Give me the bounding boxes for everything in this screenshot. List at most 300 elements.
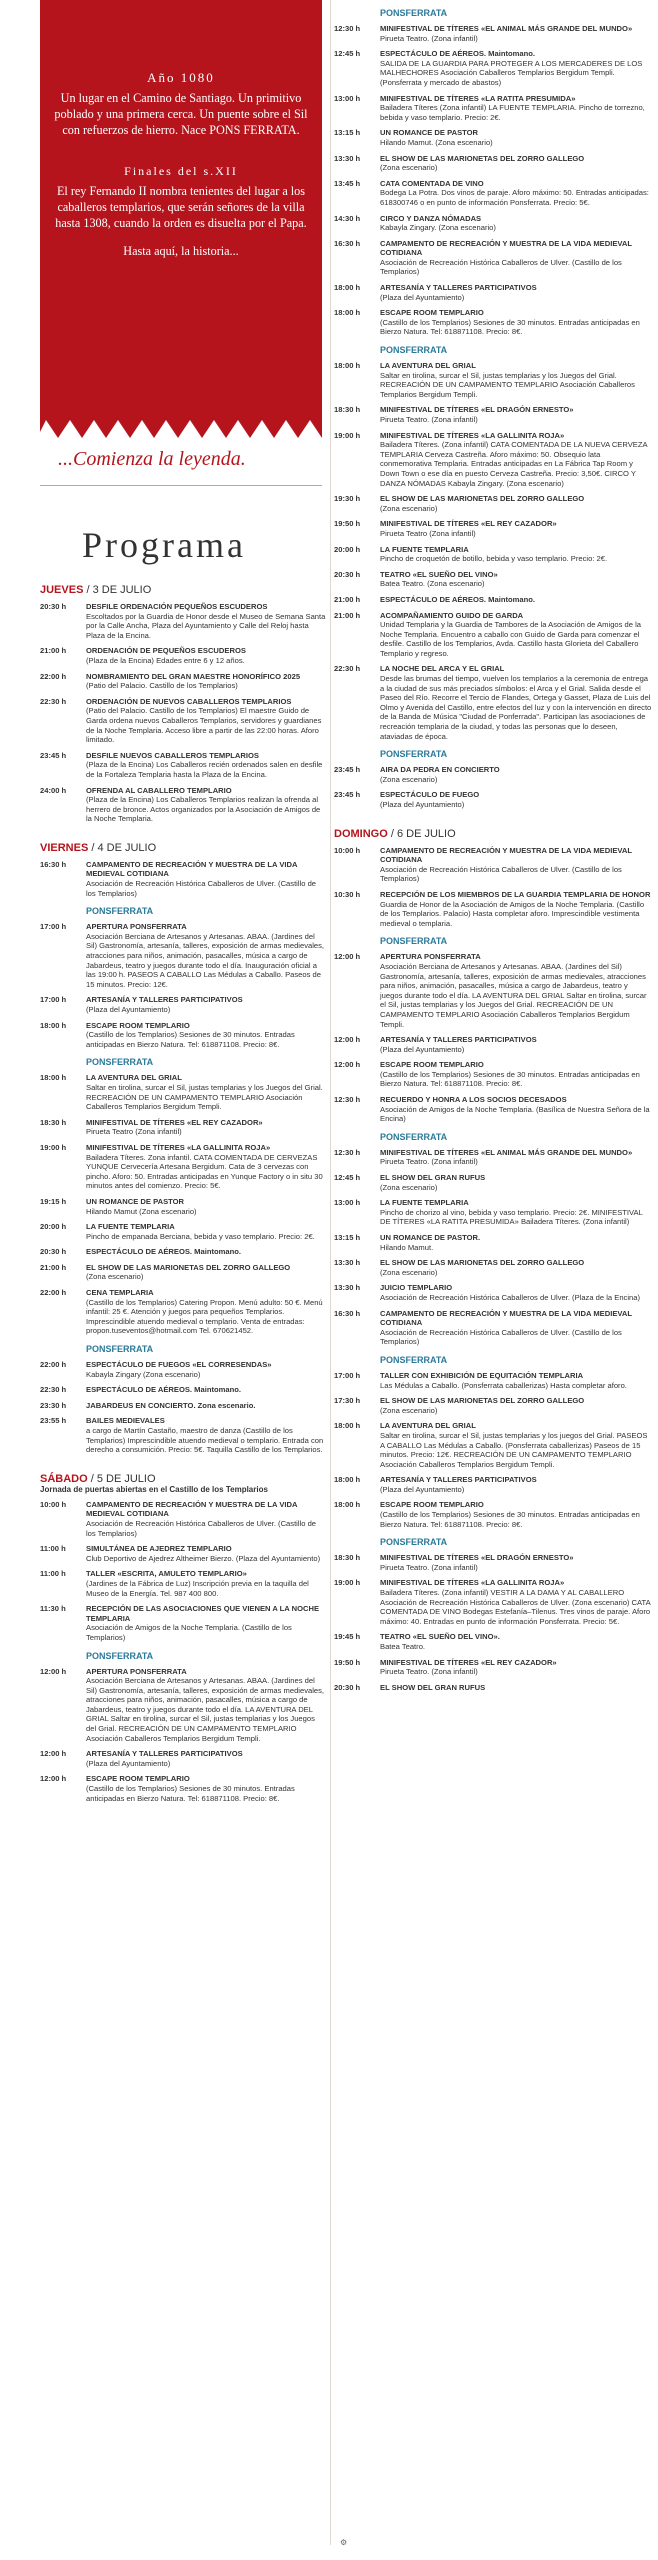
event-details: Asociación Berciana de Artesanos y Artesanas. ABAA. (Jardines del Sil) Gastronomía, artesanía, talleres, exposición de armas medievales, atracciones para niños, animación, pasacalles, música a cargo de Jabardeus, teatro y juegos durante todo el día. Inauguración oficial a las 19:00 h. PASEOS A CABALLO Las Médulas a Caballo. Paseos de 15 minutos. Precio: 12€.: [86, 931, 325, 989]
event-title: CAMPAMENTO DE RECREACIÓN Y MUESTRA DE LA VIDA MEDIEVAL COTIDIANA: [86, 859, 298, 879]
day-heading: [40, 584, 326, 596]
schedule-item: [334, 952, 652, 1029]
schedule-item: [334, 1475, 652, 1494]
event-title: JUICIO TEMPLARIO: [380, 1283, 453, 1293]
schedule-item: [334, 611, 652, 659]
schedule-item: [40, 995, 326, 1014]
event-time: 23:45 h: [334, 765, 361, 775]
event-details: (Zona escenario): [380, 1405, 438, 1415]
event-title: SIMULTÁNEA DE AJEDREZ TEMPLARIO: [86, 1544, 232, 1554]
event-details: Asociación de Recreación Histórica Caballeros de Ulver. (Castillo de los Templarios): [86, 879, 317, 898]
event-details: (Plaza del Ayuntamiento): [86, 1005, 171, 1014]
event-time: 23:45 h: [334, 790, 361, 800]
event-details: Asociación de Recreación Histórica Caballeros de Ulver. (Castillo de los Templarios): [380, 864, 622, 884]
event-title: MINIFESTIVAL DE TÍTERES «EL ANIMAL MÁS GRANDE DEL MUNDO»: [380, 24, 633, 33]
event-details: Pirueta Teatro. (Zona infantil): [380, 1562, 478, 1572]
event-details: Pincho de chorizo al vino, bebida y vaso templario. Precio: 2€. MINIFESTIVAL DE TÍTERES «LA RATITA PRESUMIDA» Bailadera Títeres. (Zona infantil): [380, 1207, 643, 1227]
event-details: Unidad Templaria y la Guardia de Tambores de la Asociación de Amigos de la Noche Templaria. Encuentro a caballo con Guido de Garda para comenzar el desfile. Castillo de los Templarios, Avda. Castillo hasta Glorieta del Caballero Templario y regreso.: [380, 620, 642, 658]
schedule-item: [40, 922, 326, 989]
schedule-item: [334, 1658, 652, 1677]
banner-body: El rey Fernando II nombra tenientes del lugar a los caballeros templarios, que serán señores de la villa hasta 1308, cuando la orden es disuelta por el Papa.: [55, 184, 307, 230]
day-date: / 3 DE JULIO: [86, 584, 152, 596]
event-time: 12:30 h: [334, 1147, 361, 1157]
event-details: a cargo de Martín Castaño, maestro de danza (Castillo de los Templarios) Imprescindible atuendo medieval o templario. Entrada con derecho a consumición. Precio: 5€. Taquilla Castillo de los Templarios.: [86, 1426, 324, 1455]
event-time: 11:30 h: [40, 1604, 66, 1614]
event-time: 21:00 h: [40, 1262, 67, 1272]
schedule-item: [40, 602, 326, 640]
event-details: Kabayla Zingary. (Zona escenario): [380, 223, 496, 233]
tagline: ...Comienza la leyenda.: [58, 448, 246, 470]
event-time: 19:50 h: [334, 1657, 361, 1667]
left-schedule: [0, 584, 326, 1803]
event-time: 12:45 h: [334, 49, 361, 59]
event-time: 19:50 h: [334, 519, 361, 529]
schedule-item: [334, 1095, 652, 1124]
day-date: / 6 DE JULIO: [390, 827, 456, 840]
event-time: 11:00 h: [40, 1569, 66, 1579]
event-time: 12:30 h: [334, 24, 361, 33]
event-title: AIRA DA PEDRA EN CONCIERTO: [380, 765, 500, 775]
day-heading: [334, 828, 652, 840]
event-title: TEATRO «EL SUEÑO DEL VINO»: [380, 569, 498, 579]
event-title: UN ROMANCE DE PASTOR: [380, 128, 479, 138]
event-details: Pirueta Teatro. (Zona infantil): [380, 33, 478, 43]
column-divider: [330, 0, 331, 2545]
event-title: NOMBRAMIENTO DEL GRAN MAESTRE HONORÍFICO 2025: [86, 671, 301, 681]
event-title: APERTURA PONSFERRATA: [86, 1666, 187, 1676]
event-title: LA AVENTURA DEL GRIAL: [380, 361, 476, 371]
event-details: (Plaza del Ayuntamiento): [86, 1758, 171, 1768]
program-title: Programa: [82, 525, 246, 565]
event-details: Club Deportivo de Ajedrez Altheimer Bierzo. (Plaza del Ayuntamiento): [86, 1553, 321, 1563]
event-title: ESPECTÁCULO DE FUEGOS «EL CORRESENDAS»: [86, 1360, 272, 1370]
event-time: 20:00 h: [40, 1222, 67, 1232]
event-time: 18:00 h: [40, 1020, 67, 1030]
schedule-item: [40, 1416, 326, 1454]
event-details: Bodega La Potra. Dos vinos de paraje. Aforo máximo: 50. Entradas anticipadas: 618300746 o en punto de información Ponsferrata. Precio: 5€.: [380, 188, 649, 207]
day-heading: [40, 842, 326, 854]
event-time: 13:45 h: [334, 178, 361, 188]
event-time: 22:00 h: [40, 1360, 67, 1370]
event-time: 13:00 h: [334, 1198, 361, 1208]
event-details: (Castillo de los Templarios) Sesiones de 30 minutos. Entradas anticipadas en Bierzo Natura. Tel: 618871108. Precio: 8€.: [86, 1784, 295, 1803]
schedule-item: [334, 239, 652, 277]
event-title: ESPECTÁCULO DE AÉREOS. Maintomano.: [380, 594, 535, 604]
event-details: (Patio del Palacio. Castillo de los Templarios) El maestre Guido de Garda ordena nuevos Caballeros Templarios, servidores y guardianes de la Noche Templaria. Acceso libre a partir de las 22:00 horas. Aforo limitado.: [86, 706, 322, 745]
schedule-item: [40, 1774, 326, 1803]
schedule-item: [334, 1578, 652, 1626]
day-name: JUEVES: [40, 584, 84, 596]
event-title: DESFILE ORDENACIÓN PEQUEÑOS ESCUDEROS: [86, 602, 268, 611]
event-title: ESCAPE ROOM TEMPLARIO: [380, 1500, 484, 1510]
event-title: MINIFESTIVAL DE TÍTERES «EL REY CAZADOR»: [380, 519, 557, 529]
event-details: (Zona escenario): [86, 1272, 144, 1282]
event-title: UN ROMANCE DE PASTOR: [86, 1196, 185, 1206]
schedule-item: [40, 751, 326, 780]
ponsferrata-label: PONSFERRATA: [86, 1344, 154, 1355]
event-time: 21:00 h: [334, 594, 361, 604]
event-title: ESCAPE ROOM TEMPLARIO: [86, 1774, 190, 1784]
event-details: (Zona escenario): [380, 163, 438, 173]
schedule-item: [334, 1035, 652, 1054]
schedule-item: [334, 1371, 652, 1390]
event-title: BAILES MEDIEVALES: [86, 1416, 165, 1426]
event-title: EL SHOW DE LAS MARIONETAS DEL ZORRO GALLEGO: [86, 1262, 291, 1272]
day-heading: [40, 1473, 326, 1485]
event-time: 18:30 h: [40, 1117, 67, 1127]
page-corner-mark: ⚙: [340, 2538, 348, 2547]
event-time: 18:00 h: [334, 1500, 361, 1510]
event-time: 13:15 h: [334, 128, 361, 138]
event-title: LA FUENTE TEMPLARIA: [380, 544, 469, 554]
event-title: LA NOCHE DEL ARCA Y EL GRIAL: [380, 664, 505, 674]
event-time: 12:00 h: [334, 952, 361, 962]
schedule-item: [334, 846, 652, 884]
event-details: Batea Teatro. (Zona escenario): [380, 579, 485, 589]
event-time: 24:00 h: [40, 785, 67, 795]
schedule-item: [40, 1569, 326, 1598]
event-title: UN ROMANCE DE PASTOR.: [380, 1233, 481, 1242]
schedule-item: [334, 1148, 652, 1167]
schedule-item: [40, 1143, 326, 1191]
event-details: (Plaza del Ayuntamiento): [380, 1484, 465, 1494]
schedule-item: [40, 1118, 326, 1137]
event-time: 18:00 h: [334, 361, 361, 371]
schedule-item: [334, 49, 652, 87]
day-subtitle: Jornada de puertas abiertas en el Castillo de los Templarios: [40, 1484, 268, 1494]
event-time: 19:15 h: [40, 1196, 67, 1206]
schedule-item: [334, 765, 652, 784]
schedule-item: [334, 283, 652, 302]
event-details: (Plaza de la Encina) Los Caballeros Templarios realizan la ofrenda al herrero de bronce. Actos organizados por la Asociación de Amigos de la Noche Templaria.: [86, 795, 321, 824]
event-title: EL SHOW DE LAS MARIONETAS DEL ZORRO GALLEGO: [380, 1396, 585, 1406]
schedule-item: [40, 1197, 326, 1216]
schedule-item: [40, 1288, 326, 1336]
event-title: ARTESANÍA Y TALLERES PARTICIPATIVOS: [86, 1749, 243, 1759]
event-time: 12:00 h: [40, 1774, 67, 1784]
event-details: (Castillo de los Templarios) Sesiones de 30 minutos. Entradas anticipadas en Bierzo Natura. Tel: 618871108. Precio: 8€.: [380, 317, 640, 337]
event-time: 12:00 h: [334, 1035, 361, 1045]
event-details: Kabayla Zingary (Zona escenario): [86, 1369, 201, 1379]
event-title: MINIFESTIVAL DE TÍTERES «EL REY CAZADOR»: [380, 1657, 557, 1667]
event-title: CATA COMENTADA DE VINO: [380, 178, 484, 188]
event-time: 11:00 h: [40, 1544, 66, 1554]
event-title: ESCAPE ROOM TEMPLARIO: [86, 1020, 190, 1030]
event-details: Hilando Mamut (Zona escenario): [86, 1206, 197, 1216]
schedule-item: [40, 1500, 326, 1538]
event-details: Saltar en tirolina, surcar el Sil, justas templarias y los Juegos del Grial. RECREACIÓN DE UN CAMPAMENTO TEMPLARIO Asociación Caballeros Templarios Bergidum Templi.: [380, 370, 635, 399]
event-time: 19:45 h: [334, 1632, 361, 1642]
schedule-item: [334, 1258, 652, 1277]
event-details: Batea Teatro.: [380, 1642, 426, 1651]
event-time: 20:00 h: [334, 544, 361, 554]
schedule-item: [40, 1401, 326, 1411]
schedule-item: [334, 1198, 652, 1227]
event-details: (Patio del Palacio. Castillo de los Templarios): [86, 681, 238, 691]
schedule-item: [334, 664, 652, 741]
event-details: (Plaza del Ayuntamiento): [380, 800, 465, 809]
schedule-item: [334, 1421, 652, 1469]
event-time: 22:30 h: [334, 664, 361, 674]
event-time: 23:55 h: [40, 1416, 67, 1426]
schedule-item: [334, 1683, 652, 1693]
event-details: Pincho de empanada Berciana, bebida y vaso templario. Precio: 2€.: [86, 1231, 315, 1241]
schedule-item: [334, 214, 652, 233]
event-time: 12:45 h: [334, 1173, 361, 1183]
event-details: (Plaza del Ayuntamiento): [380, 292, 465, 302]
event-time: 19:30 h: [334, 494, 361, 504]
schedule-item: [334, 890, 652, 928]
event-time: 18:00 h: [334, 308, 361, 318]
event-time: 13:00 h: [334, 93, 361, 103]
schedule-item: [334, 1500, 652, 1529]
event-title: MINIFESTIVAL DE TÍTERES «LA GALLINITA ROJA»: [380, 430, 565, 440]
ponsferrata-label: PONSFERRATA: [86, 1057, 154, 1068]
event-details: SALIDA DE LA GUARDIA PARA PROTEGER A LOS MERCADERES DE LOS MALHECHORES Asociación Caballeros Templarios Bergidum Templi. (Ponsferrata y mercado de abastos): [380, 58, 643, 87]
right-column: [334, 0, 652, 1692]
event-details: (Zona escenario): [380, 774, 438, 784]
event-title: CAMPAMENTO DE RECREACIÓN Y MUESTRA DE LA VIDA MEDIEVAL COTIDIANA: [380, 1308, 632, 1328]
event-title: CIRCO Y DANZA NÓMADAS: [380, 213, 482, 223]
event-details: Saltar en tirolina, surcar el Sil, justas templarias y los juegos del Grial. PASEOS A CABALLO Las Médulas a Caballo. (Ponsferrata caballerizas) Paseos de 15 minutos. Precio: 12€. RECREACIÓN DE UN CAMPAMENTO TEMPLARIO Asociación Caballeros Templarios Bergidum Templi.: [380, 1430, 648, 1469]
event-details: Pirueta Teatro (Zona infantil): [380, 528, 476, 538]
event-time: 16:30 h: [40, 859, 67, 869]
schedule-item: [334, 431, 652, 489]
event-title: RECUERDO Y HONRA A LOS SOCIOS DECESADOS: [380, 1095, 567, 1105]
schedule-item: [40, 860, 326, 898]
schedule-item: [40, 697, 326, 745]
event-time: 12:00 h: [40, 1749, 67, 1759]
event-time: 22:00 h: [40, 671, 67, 681]
event-title: EL SHOW DE LAS MARIONETAS DEL ZORRO GALLEGO: [380, 153, 585, 163]
event-details: Bailadera Títeres (Zona infantil) LA FUENTE TEMPLARIA. Pincho de torrezno, bebida y vaso templario. Precio: 2€.: [380, 103, 645, 122]
event-time: 13:30 h: [334, 1258, 361, 1268]
event-title: CAMPAMENTO DE RECREACIÓN Y MUESTRA DE LA VIDA MEDIEVAL COTIDIANA: [380, 845, 632, 865]
event-time: 12:30 h: [334, 1095, 361, 1105]
schedule-item: [334, 154, 652, 173]
schedule-item: [334, 1173, 652, 1192]
event-title: RECEPCIÓN DE LOS MIEMBROS DE LA GUARDIA TEMPLARIA DE HONOR: [380, 889, 651, 899]
event-details: Bailadera Títeres. Zona infantil. CATA COMENTADA DE CERVEZAS YUNQUE Cervecería Artesana Bergidum. Cata de 3 cervezas con pincho. Aforo: 50. Entradas anticipadas en Yunque Factory o in situ 30 minutos antes del comienzo. Precio: 5€.: [86, 1152, 323, 1191]
event-details: Pirueta Teatro. (Zona infantil): [380, 415, 478, 424]
event-details: Las Médulas a Caballo. (Ponsferrata caballerizas) Hasta completar aforo.: [380, 1380, 627, 1390]
day-name: VIERNES: [40, 841, 89, 854]
schedule-item: [334, 179, 652, 208]
schedule-item: [40, 1360, 326, 1379]
schedule-item: [40, 1073, 326, 1111]
event-time: 17:00 h: [334, 1370, 361, 1380]
ponsferrata-label: PONSFERRATA: [380, 1537, 448, 1548]
banner-year: Año 1080: [147, 70, 215, 85]
schedule-item: [40, 1604, 326, 1642]
event-details: Desde las brumas del tiempo, vuelven los templarios a la ceremonia de entrega a la ciudad de sus más preciados símbolos: el Arca y el Grial. Salida desde el Paseo del Río. Recorre el Tercio de Flandes, Ortega y Gasset, Plaza de Luis del Olmo y Avenida del Castillo, entre efectos del luz y con la intervención en directo de la Banda de Música "Ciudad de Ponferrada". Participan las asociaciones de recreación templaria de la ciudad, y todas las personas que lo deseen, ataviadas de época.: [380, 674, 652, 741]
event-details: Hilando Mamut. (Zona escenario): [380, 137, 493, 147]
event-title: EL SHOW DE LAS MARIONETAS DEL ZORRO GALLEGO: [380, 494, 585, 504]
event-time: 23:30 h: [40, 1400, 67, 1410]
event-time: 10:30 h: [334, 889, 361, 899]
event-details: Asociación de Amigos de la Noche Templaria. (Basílica de Nuestra Señora de la Encina): [380, 1104, 650, 1124]
schedule-item: [334, 570, 652, 589]
event-title: ESPECTÁCULO DE AÉREOS. Maintomano.: [86, 1385, 241, 1395]
event-time: 18:30 h: [334, 405, 361, 415]
event-time: 19:00 h: [40, 1142, 67, 1152]
event-time: 18:00 h: [40, 1073, 67, 1083]
history-banner: [40, 0, 322, 420]
event-details: (Castillo de los Templarios) Sesiones de 30 minutos. Entradas anticipadas en Bierzo Natura. Tel: 618871108. Precio: 8€.: [380, 1069, 640, 1089]
event-time: 21:00 h: [334, 610, 361, 620]
event-time: 16:30 h: [334, 1308, 361, 1318]
schedule-item: [334, 545, 652, 564]
event-details: (Castillo de los Templarios) Sesiones de 30 minutos. Entradas anticipadas en Bierzo Natura. Tel: 618871108. Precio: 8€.: [86, 1030, 295, 1049]
event-time: 20:30 h: [334, 1682, 361, 1692]
event-title: ACOMPAÑAMIENTO GUIDO DE GARDA: [380, 610, 524, 620]
schedule-item: [334, 405, 652, 424]
event-title: MINIFESTIVAL DE TÍTERES «EL DRAGÓN ERNESTO»: [380, 405, 574, 415]
event-details: (Plaza del Ayuntamiento): [380, 1044, 465, 1054]
event-title: LA FUENTE TEMPLARIA: [86, 1222, 175, 1232]
event-details: (Plaza de la Encina) Edades entre 6 y 12 años.: [86, 655, 245, 665]
schedule-item: [334, 790, 652, 809]
event-title: LA AVENTURA DEL GRIAL: [86, 1073, 182, 1083]
schedule-item: [40, 1222, 326, 1241]
event-details: (Castillo de los Templarios) Sesiones de 30 minutos. Entradas anticipadas en Bierzo Natura. Tel: 618871108. Precio: 8€.: [380, 1510, 640, 1529]
schedule-item: [334, 519, 652, 538]
event-time: 13:30 h: [334, 1283, 361, 1293]
event-title: ESPECTÁCULO DE FUEGO: [380, 790, 480, 800]
event-time: 18:30 h: [334, 1553, 361, 1563]
event-details: Saltar en tirolina, surcar el Sil, justas templarias y los Juegos del Grial. RECREACIÓN DE UN CAMPAMENTO TEMPLARIO Asociación Caballeros Templarios Bergidum Templi.: [86, 1082, 323, 1112]
schedule-item: [40, 786, 326, 824]
event-title: LA AVENTURA DEL GRIAL: [380, 1421, 476, 1431]
event-title: MINIFESTIVAL DE TÍTERES «LA GALLINITA ROJA»: [380, 1578, 565, 1588]
banner-zigzag: [40, 418, 322, 438]
event-time: 18:00 h: [334, 1475, 361, 1485]
event-time: 17:00 h: [40, 995, 67, 1005]
event-details: Asociación de Recreación Histórica Caballeros de Ulver. (Castillo de los Templarios): [380, 1327, 622, 1347]
event-details: Escoltados por la Guardia de Honor desde el Museo de Semana Santa por la Calle Ancha, Plaza del Ayuntamiento y Calle del Reloj hasta Plaza de la Encina.: [86, 611, 326, 640]
event-time: 12:00 h: [334, 1060, 361, 1070]
event-title: EL SHOW DE LAS MARIONETAS DEL ZORRO GALLEGO: [380, 1258, 585, 1268]
event-title: LA FUENTE TEMPLARIA: [380, 1198, 469, 1208]
event-title: MINIFESTIVAL DE TÍTERES «LA RATITA PRESUMIDA»: [380, 93, 576, 103]
event-title: ARTESANÍA Y TALLERES PARTICIPATIVOS: [380, 1035, 537, 1045]
event-details: (Castillo de los Templarios) Catering Propon. Menú adulto: 50 €. Menú infantil: 25 €. Atención y juegos para pequeños Templarios. Imprescindible atuendo medieval o templario. Venta de entradas: propon.tuseventos@hotmail.com Tel. 670621452.: [86, 1297, 323, 1336]
event-title: EL SHOW DEL GRAN RUFUS: [380, 1682, 486, 1692]
schedule-item: [40, 646, 326, 665]
schedule-item: [334, 1060, 652, 1089]
event-details: Hilando Mamut.: [380, 1242, 434, 1252]
ponsferrata-label: PONSFERRATA: [380, 345, 448, 356]
event-title: MINIFESTIVAL DE TÍTERES «LA GALLINITA ROJA»: [86, 1142, 271, 1152]
event-time: 13:15 h: [334, 1233, 361, 1242]
schedule-item: [40, 1247, 326, 1257]
tagline-rule: [40, 485, 322, 486]
event-details: (Zona escenario): [380, 1267, 438, 1277]
ponsferrata-label: PONSFERRATA: [380, 749, 448, 760]
event-time: 14:30 h: [334, 213, 361, 223]
event-time: 22:30 h: [40, 696, 67, 706]
event-title: MINIFESTIVAL DE TÍTERES «EL DRAGÓN ERNESTO»: [380, 1553, 574, 1563]
event-title: CAMPAMENTO DE RECREACIÓN Y MUESTRA DE LA VIDA MEDIEVAL COTIDIANA: [380, 238, 632, 258]
event-time: 22:30 h: [40, 1385, 67, 1395]
schedule-item: [334, 494, 652, 513]
event-time: 13:30 h: [334, 153, 361, 163]
event-time: 17:30 h: [334, 1396, 361, 1406]
event-title: ESPECTÁCULO DE AÉREOS. Maintomano.: [86, 1247, 241, 1257]
event-time: 18:00 h: [334, 1421, 361, 1431]
schedule-item: [334, 1309, 652, 1347]
event-title: ORDENACIÓN DE NUEVOS CABALLEROS TEMPLARIOS: [86, 696, 292, 706]
event-time: 23:45 h: [40, 750, 67, 760]
event-title: TALLER CON EXHIBICIÓN DE EQUITACIÓN TEMPLARIA: [380, 1370, 584, 1380]
event-details: (Plaza de la Encina) Los Caballeros recién ordenados salen en desfile de la Fortaleza Templaria hasta la Plaza de la Encina.: [86, 760, 323, 779]
event-details: (Zona escenario): [380, 1182, 438, 1192]
event-details: Asociación de Recreación Histórica Caballeros de Ulver. (Castillo de los Templarios): [86, 1518, 317, 1538]
banner-intro: Un lugar en el Camino de Santiago. Un primitivo poblado y una primera cerca. Un puente sobre el Sil con refuerzos de hierro. Nace PONS FERRATA.: [54, 91, 308, 137]
event-details: Bailadera Títeres. (Zona infantil) VESTIR A LA DAMA Y AL CABALLERO Asociación de Recreación Histórica Caballeros de Ulver. (Zona escenario) CATA COMENTADA DE VINO Bodegas Estefanía–Tilenus. Tres vinos de paraje. Aforo máximo: 40. Entradas en punto de información Ponsferrata. Precio: 5€.: [380, 1588, 651, 1626]
schedule-item: [334, 595, 652, 605]
event-details: Asociación de Recreación Histórica Caballeros de Ulver. (Castillo de los Templarios): [380, 257, 622, 277]
schedule-item: [40, 1749, 326, 1768]
schedule-item: [40, 1021, 326, 1050]
schedule-item: [334, 1233, 652, 1252]
event-time: 20:30 h: [40, 1247, 67, 1257]
event-title: DESFILE NUEVOS CABALLEROS TEMPLARIOS: [86, 750, 259, 760]
event-title: TEATRO «EL SUEÑO DEL VINO».: [380, 1632, 500, 1642]
event-time: 10:00 h: [334, 845, 361, 855]
event-title: ARTESANÍA Y TALLERES PARTICIPATIVOS: [86, 995, 243, 1005]
event-title: ORDENACIÓN DE PEQUEÑOS ESCUDEROS: [86, 646, 246, 656]
event-title: RECEPCIÓN DE LAS ASOCIACIONES QUE VIENEN A LA NOCHE TEMPLARIA: [86, 1604, 320, 1623]
event-title: APERTURA PONSFERRATA: [380, 952, 481, 962]
event-time: 17:00 h: [40, 922, 67, 932]
banner-end: Hasta aquí, la historia...: [123, 244, 239, 258]
schedule-item: [334, 308, 652, 337]
event-title: MINIFESTIVAL DE TÍTERES «EL REY CAZADOR»: [86, 1117, 263, 1127]
schedule-item: [334, 128, 652, 147]
schedule-item: [40, 1263, 326, 1282]
schedule-item: [334, 1283, 652, 1302]
event-title: MINIFESTIVAL DE TÍTERES «EL ANIMAL MÁS GRANDE DEL MUNDO»: [380, 1147, 633, 1157]
schedule-item: [40, 672, 326, 691]
event-title: EL SHOW DEL GRAN RUFUS: [380, 1173, 486, 1183]
event-time: 20:30 h: [334, 569, 361, 579]
event-time: 19:00 h: [334, 1578, 361, 1588]
event-title: ESCAPE ROOM TEMPLARIO: [380, 1060, 484, 1070]
event-title: ARTESANÍA Y TALLERES PARTICIPATIVOS: [380, 1475, 537, 1485]
event-details: Asociación de Recreación Histórica Caballeros de Ulver. (Plaza de la Encina): [380, 1292, 641, 1302]
ponsferrata-label: PONSFERRATA: [380, 1354, 448, 1365]
event-time: 12:00 h: [40, 1666, 67, 1676]
day-date: / 5 DE JULIO: [90, 1472, 156, 1485]
event-details: Asociación de Amigos de la Noche Templaria. (Castillo de los Templarios): [86, 1623, 292, 1642]
schedule-item: [334, 361, 652, 399]
event-time: 10:00 h: [40, 1499, 67, 1509]
schedule-item: [40, 1544, 326, 1563]
event-title: ARTESANÍA Y TALLERES PARTICIPATIVOS: [380, 283, 537, 293]
banner-century: Finales del s.XII: [124, 164, 238, 178]
event-time: 16:30 h: [334, 238, 361, 248]
ponsferrata-label: PONSFERRATA: [380, 8, 448, 18]
schedule-item: [334, 24, 652, 43]
day-name: SÁBADO: [40, 1472, 88, 1485]
event-details: Guardia de Honor de la Asociación de Amigos de la Noche Templaria. (Castillo de los Templarios. Palacio) Hasta completar aforo. Imprescindible vestimenta medieval o templaria.: [380, 899, 645, 928]
event-title: ESCAPE ROOM TEMPLARIO: [380, 308, 484, 318]
event-details: Pirueta Teatro. (Zona infantil): [380, 1157, 478, 1167]
event-time: 20:30 h: [40, 602, 67, 611]
event-details: Pirueta Teatro. (Zona infantil): [380, 1667, 478, 1677]
ponsferrata-label: PONSFERRATA: [380, 1131, 448, 1142]
